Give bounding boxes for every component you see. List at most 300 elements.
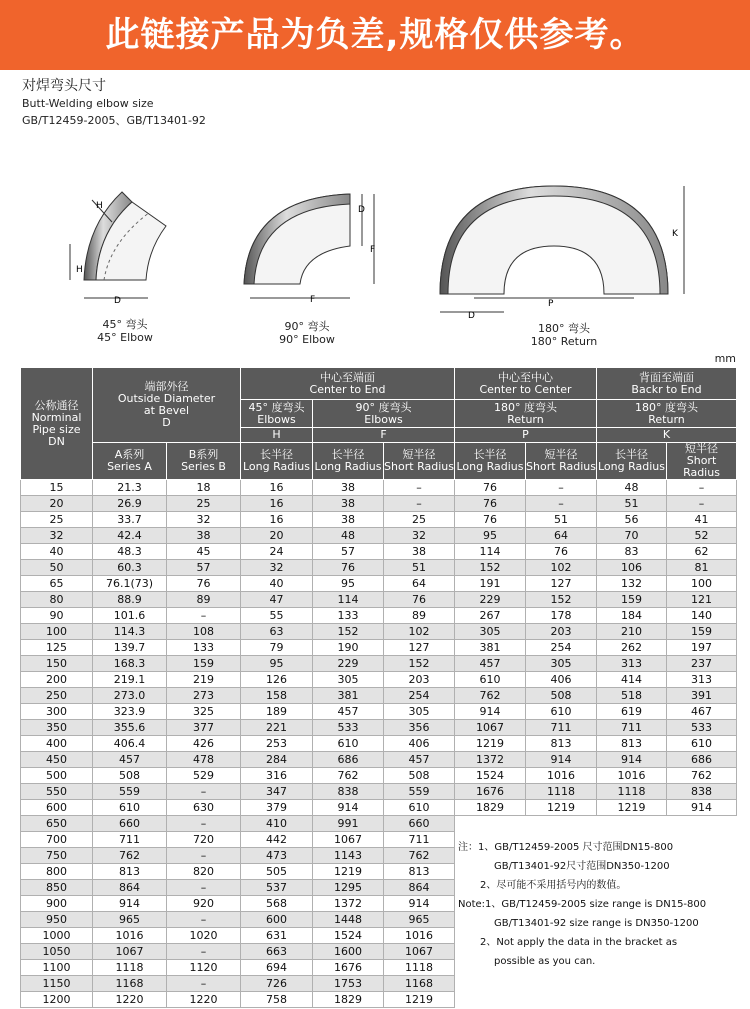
table-cell: 108 xyxy=(167,624,241,640)
table-cell: 1295 xyxy=(313,880,384,896)
table-cell: 1067 xyxy=(313,832,384,848)
table-cell: 533 xyxy=(667,720,737,736)
table-cell: 660 xyxy=(93,816,167,832)
table-cell: 62 xyxy=(667,544,737,560)
table-cell: 41 xyxy=(667,512,737,528)
table-cell: 1524 xyxy=(313,928,384,944)
table-cell: 16 xyxy=(241,512,313,528)
table-row xyxy=(21,592,737,608)
table-cell: 1600 xyxy=(313,944,384,960)
table-cell: 1067 xyxy=(93,944,167,960)
table-cell: 101.6 xyxy=(93,608,167,624)
table-cell: 168.3 xyxy=(93,656,167,672)
table-cell: 1150 xyxy=(21,976,93,992)
table-cell: 210 xyxy=(597,624,667,640)
table-cell: 229 xyxy=(455,592,526,608)
table-cell: 1050 xyxy=(21,944,93,960)
table-cell: 305 xyxy=(313,672,384,688)
table-cell: 127 xyxy=(526,576,597,592)
table-cell: 127 xyxy=(384,640,455,656)
table-cell: 473 xyxy=(241,848,313,864)
header-90: 90° 度弯头 Elbows xyxy=(313,400,455,428)
table-cell: 991 xyxy=(313,816,384,832)
table-cell: 619 xyxy=(597,704,667,720)
table-cell: 139.7 xyxy=(93,640,167,656)
table-cell: 377 xyxy=(167,720,241,736)
table-cell: 1118 xyxy=(526,784,597,800)
table-cell: 51 xyxy=(526,512,597,528)
table-cell: 76 xyxy=(167,576,241,592)
table-cell: 457 xyxy=(93,752,167,768)
note-line: Note:1、GB/T12459-2005 size range is DN15-800 xyxy=(458,899,707,910)
table-cell: 316 xyxy=(241,768,313,784)
table-cell: 89 xyxy=(384,608,455,624)
table-cell: 1016 xyxy=(93,928,167,944)
table-cell: – xyxy=(167,976,241,992)
table-cell: 610 xyxy=(93,800,167,816)
table-cell: 813 xyxy=(93,864,167,880)
dim-p-180: P xyxy=(548,299,554,309)
table-cell: 273.0 xyxy=(93,688,167,704)
table-cell: 559 xyxy=(384,784,455,800)
table-cell: 457 xyxy=(384,752,455,768)
table-cell: 88.9 xyxy=(93,592,167,608)
caption-90-cn: 90° 弯头 xyxy=(284,320,330,333)
table-cell: 1219 xyxy=(384,992,455,1008)
table-cell: 391 xyxy=(667,688,737,704)
table-row xyxy=(21,656,737,672)
elbow-diagrams xyxy=(0,160,750,360)
table-cell: 1143 xyxy=(313,848,384,864)
table-cell: 950 xyxy=(21,912,93,928)
table-cell: 559 xyxy=(93,784,167,800)
table-cell: 63 xyxy=(241,624,313,640)
table-cell: 610 xyxy=(313,736,384,752)
table-cell: 900 xyxy=(21,896,93,912)
table-cell: 133 xyxy=(167,640,241,656)
table-row xyxy=(21,608,737,624)
table-cell: 81 xyxy=(667,560,737,576)
table-cell: 106 xyxy=(597,560,667,576)
table-row xyxy=(21,736,737,752)
table-cell: 914 xyxy=(597,752,667,768)
table-cell: 529 xyxy=(167,768,241,784)
table-cell: 102 xyxy=(526,560,597,576)
empty-cell xyxy=(455,992,737,1008)
table-cell: 300 xyxy=(21,704,93,720)
table-cell: 305 xyxy=(384,704,455,720)
table-cell: 381 xyxy=(313,688,384,704)
dim-h1-45: H xyxy=(76,265,83,275)
table-cell: 51 xyxy=(597,496,667,512)
elbow-45-drawing xyxy=(70,192,166,298)
table-cell: 610 xyxy=(526,704,597,720)
table-cell: 190 xyxy=(313,640,384,656)
table-cell: 237 xyxy=(667,656,737,672)
table-cell: 89 xyxy=(167,592,241,608)
caption-45 xyxy=(70,318,180,344)
note-line: 注：1、GB/T12459-2005 尺寸范围DN15-800 xyxy=(458,842,674,853)
table-cell: 253 xyxy=(241,736,313,752)
table-cell: 191 xyxy=(455,576,526,592)
table-cell: 1000 xyxy=(21,928,93,944)
table-cell: 414 xyxy=(597,672,667,688)
table-cell: 1219 xyxy=(455,736,526,752)
table-cell: 32 xyxy=(21,528,93,544)
header-od: 端部外径 Outside Diameter at Bevel D xyxy=(93,368,241,443)
table-cell: 720 xyxy=(167,832,241,848)
table-cell: 711 xyxy=(93,832,167,848)
table-cell: 1118 xyxy=(597,784,667,800)
table-cell: 600 xyxy=(21,800,93,816)
note-line: 2、尽可能不采用括号内的数值。 xyxy=(480,880,627,891)
table-cell: 920 xyxy=(167,896,241,912)
subheader-cell: 短半径 Short Radius xyxy=(667,443,737,480)
table-cell: 313 xyxy=(597,656,667,672)
table-cell: 273 xyxy=(167,688,241,704)
table-cell: 406 xyxy=(526,672,597,688)
table-cell: 914 xyxy=(455,704,526,720)
table-cell: 610 xyxy=(455,672,526,688)
table-cell: 100 xyxy=(667,576,737,592)
table-cell: 158 xyxy=(241,688,313,704)
table-row xyxy=(21,976,737,992)
table-cell: 262 xyxy=(597,640,667,656)
table-row xyxy=(21,528,737,544)
table-cell: 914 xyxy=(313,800,384,816)
table-cell: 505 xyxy=(241,864,313,880)
table-cell: 711 xyxy=(526,720,597,736)
dim-d-90: D xyxy=(358,205,365,215)
subheader-cell: A系列 Series A xyxy=(93,443,167,480)
heading-cn: 对焊弯头尺寸 xyxy=(22,78,106,94)
table-cell: 250 xyxy=(21,688,93,704)
header-center-center: 中心至中心 Center to Center xyxy=(455,368,597,400)
table-cell: 550 xyxy=(21,784,93,800)
table-cell: 508 xyxy=(93,768,167,784)
table-cell: 126 xyxy=(241,672,313,688)
table-cell: 38 xyxy=(313,496,384,512)
table-cell: 1168 xyxy=(384,976,455,992)
table-cell: 711 xyxy=(597,720,667,736)
table-cell: 457 xyxy=(313,704,384,720)
table-cell: 914 xyxy=(384,896,455,912)
empty-cell xyxy=(455,816,737,832)
table-cell: 381 xyxy=(455,640,526,656)
table-cell: 178 xyxy=(526,608,597,624)
table-cell: 813 xyxy=(597,736,667,752)
table-cell: 313 xyxy=(667,672,737,688)
table-cell: 323.9 xyxy=(93,704,167,720)
table-cell: 76 xyxy=(455,480,526,496)
table-cell: 533 xyxy=(313,720,384,736)
table-cell: 1829 xyxy=(455,800,526,816)
table-cell: 18 xyxy=(167,480,241,496)
table-cell: 694 xyxy=(241,960,313,976)
symbol-p: P xyxy=(455,428,597,443)
table-cell: 758 xyxy=(241,992,313,1008)
table-cell: 26.9 xyxy=(93,496,167,512)
table-cell: 600 xyxy=(241,912,313,928)
table-cell: 48 xyxy=(597,480,667,496)
table-cell: 813 xyxy=(384,864,455,880)
table-cell: 100 xyxy=(21,624,93,640)
header-45: 45° 度弯头 Elbows xyxy=(241,400,313,428)
table-cell: 70 xyxy=(597,528,667,544)
table-cell: – xyxy=(384,480,455,496)
table-cell: 40 xyxy=(241,576,313,592)
table-cell: 76 xyxy=(455,512,526,528)
table-cell: 95 xyxy=(241,656,313,672)
subheader-cell: 长半径 Long Radius xyxy=(597,443,667,480)
table-cell: 114.3 xyxy=(93,624,167,640)
table-cell: 426 xyxy=(167,736,241,752)
table-cell: 76 xyxy=(384,592,455,608)
caption-180-cn: 180° 弯头 xyxy=(538,322,590,335)
table-cell: 663 xyxy=(241,944,313,960)
symbol-f: F xyxy=(313,428,455,443)
table-cell: 25 xyxy=(384,512,455,528)
caption-180 xyxy=(504,322,624,348)
table-cell: 42.4 xyxy=(93,528,167,544)
table-cell: 610 xyxy=(667,736,737,752)
table-cell: 1372 xyxy=(313,896,384,912)
table-cell: 610 xyxy=(384,800,455,816)
table-cell: 813 xyxy=(526,736,597,752)
table-cell: 48 xyxy=(313,528,384,544)
dim-f2-90: F xyxy=(310,295,316,305)
table-cell: 838 xyxy=(667,784,737,800)
table-row xyxy=(21,992,737,1008)
table-cell: 21.3 xyxy=(93,480,167,496)
table-cell: 38 xyxy=(384,544,455,560)
caption-45-en: 45° Elbow xyxy=(97,331,153,344)
table-cell: 47 xyxy=(241,592,313,608)
table-cell: 518 xyxy=(597,688,667,704)
table-cell: 1016 xyxy=(597,768,667,784)
table-cell: 267 xyxy=(455,608,526,624)
table-cell: 254 xyxy=(526,640,597,656)
note-line: GB/T13401-92 size range is DN350-1200 xyxy=(494,918,699,929)
table-row xyxy=(21,480,737,496)
table-cell: 95 xyxy=(313,576,384,592)
table-row xyxy=(21,544,737,560)
table-cell: 630 xyxy=(167,800,241,816)
table-cell: 762 xyxy=(313,768,384,784)
table-row xyxy=(21,768,737,784)
dim-h2-45: H xyxy=(96,201,103,211)
table-cell: 726 xyxy=(241,976,313,992)
table-cell: 55 xyxy=(241,608,313,624)
table-cell: 750 xyxy=(21,848,93,864)
table-cell: 159 xyxy=(597,592,667,608)
table-cell: 16 xyxy=(241,480,313,496)
table-cell: 1120 xyxy=(167,960,241,976)
table-cell: 83 xyxy=(597,544,667,560)
table-cell: 32 xyxy=(384,528,455,544)
table-cell: 152 xyxy=(455,560,526,576)
table-cell: 65 xyxy=(21,576,93,592)
table-cell: 219 xyxy=(167,672,241,688)
table-cell: 114 xyxy=(313,592,384,608)
table-cell: 20 xyxy=(21,496,93,512)
table-cell: 1067 xyxy=(455,720,526,736)
subheader-cell: B系列 Series B xyxy=(167,443,241,480)
table-cell: 820 xyxy=(167,864,241,880)
table-cell: 1448 xyxy=(313,912,384,928)
table-cell: 152 xyxy=(313,624,384,640)
table-cell: 1016 xyxy=(384,928,455,944)
table-cell: 57 xyxy=(167,560,241,576)
table-cell: 50 xyxy=(21,560,93,576)
table-row xyxy=(21,784,737,800)
symbol-h: H xyxy=(241,428,313,443)
table-cell: – xyxy=(526,480,597,496)
table-cell: 140 xyxy=(667,608,737,624)
table-cell: 20 xyxy=(241,528,313,544)
table-cell: – xyxy=(167,944,241,960)
table-cell: 1118 xyxy=(384,960,455,976)
table-cell: 478 xyxy=(167,752,241,768)
table-cell: 406 xyxy=(384,736,455,752)
notes xyxy=(458,838,738,971)
table-cell: 52 xyxy=(667,528,737,544)
table-cell: – xyxy=(167,848,241,864)
table-cell: 850 xyxy=(21,880,93,896)
table-row xyxy=(21,672,737,688)
table-cell: 1220 xyxy=(93,992,167,1008)
table-cell: 325 xyxy=(167,704,241,720)
table-cell: 838 xyxy=(313,784,384,800)
table-cell: 1219 xyxy=(597,800,667,816)
heading xyxy=(22,78,206,129)
table-cell: 229 xyxy=(313,656,384,672)
table-cell: 965 xyxy=(93,912,167,928)
table-cell: 914 xyxy=(667,800,737,816)
note-line: possible as you can. xyxy=(494,956,596,967)
subheader-cell: 短半径 Short Radius xyxy=(384,443,455,480)
table-cell: 184 xyxy=(597,608,667,624)
table-cell: 24 xyxy=(241,544,313,560)
caption-45-cn: 45° 弯头 xyxy=(102,318,148,331)
table-cell: – xyxy=(667,496,737,512)
table-cell: 356 xyxy=(384,720,455,736)
table-cell: 221 xyxy=(241,720,313,736)
table-cell: 537 xyxy=(241,880,313,896)
dim-d-180: D xyxy=(468,311,475,321)
table-cell: 355.6 xyxy=(93,720,167,736)
table-cell: – xyxy=(167,912,241,928)
heading-en: Butt-Welding elbow size xyxy=(22,97,154,110)
table-cell: 508 xyxy=(384,768,455,784)
table-cell: 700 xyxy=(21,832,93,848)
table-cell: 711 xyxy=(384,832,455,848)
table-cell: 132 xyxy=(597,576,667,592)
table-cell: 33.7 xyxy=(93,512,167,528)
table-cell: 410 xyxy=(241,816,313,832)
table-cell: – xyxy=(167,608,241,624)
table-cell: 406.4 xyxy=(93,736,167,752)
caption-90-en: 90° Elbow xyxy=(279,333,335,346)
table-cell: 660 xyxy=(384,816,455,832)
table-cell: 95 xyxy=(455,528,526,544)
table-cell: 80 xyxy=(21,592,93,608)
header-center-end: 中心至端面 Center to End xyxy=(241,368,455,400)
table-cell: 60.3 xyxy=(93,560,167,576)
caption-90 xyxy=(252,320,362,346)
subheader-cell: 短半径 Short Radius xyxy=(526,443,597,480)
table-cell: 457 xyxy=(455,656,526,672)
table-cell: 508 xyxy=(526,688,597,704)
table-cell: 1020 xyxy=(167,928,241,944)
table-cell: 762 xyxy=(384,848,455,864)
table-cell: 159 xyxy=(167,656,241,672)
table-cell: 467 xyxy=(667,704,737,720)
table-cell: 200 xyxy=(21,672,93,688)
table-cell: 203 xyxy=(526,624,597,640)
table-cell: 500 xyxy=(21,768,93,784)
table-cell: 1067 xyxy=(384,944,455,960)
table-cell: 800 xyxy=(21,864,93,880)
table-cell: 914 xyxy=(526,752,597,768)
header-180-cc: 180° 度弯头 Return xyxy=(455,400,597,428)
table-cell: 864 xyxy=(93,880,167,896)
table-cell: 64 xyxy=(384,576,455,592)
table-cell: 38 xyxy=(313,512,384,528)
table-cell: 40 xyxy=(21,544,93,560)
table-row xyxy=(21,560,737,576)
table-row xyxy=(21,752,737,768)
table-cell: 1372 xyxy=(455,752,526,768)
table-cell: 379 xyxy=(241,800,313,816)
table-cell: 25 xyxy=(167,496,241,512)
table-cell: – xyxy=(384,496,455,512)
table-cell: 51 xyxy=(384,560,455,576)
table-cell: 965 xyxy=(384,912,455,928)
table-cell: 1220 xyxy=(167,992,241,1008)
symbol-k: K xyxy=(597,428,737,443)
table-cell: – xyxy=(167,784,241,800)
table-row xyxy=(21,816,737,832)
table-cell: 25 xyxy=(21,512,93,528)
table-cell: 76 xyxy=(526,544,597,560)
empty-cell xyxy=(455,976,737,992)
table-cell: 1676 xyxy=(313,960,384,976)
table-cell: 1524 xyxy=(455,768,526,784)
header-back-end: 背面至端面 Backr to End xyxy=(597,368,737,400)
table-cell: 79 xyxy=(241,640,313,656)
table-cell: 1118 xyxy=(93,960,167,976)
table-row xyxy=(21,720,737,736)
table-row xyxy=(21,496,737,512)
table-cell: 914 xyxy=(93,896,167,912)
table-cell: 125 xyxy=(21,640,93,656)
subheader-cell: 长半径 Long Radius xyxy=(455,443,526,480)
table-cell: 686 xyxy=(667,752,737,768)
table-cell: 133 xyxy=(313,608,384,624)
header-dn: 公称通径 Norminal Pipe size DN xyxy=(21,368,93,480)
table-cell: 76 xyxy=(313,560,384,576)
table-row xyxy=(21,640,737,656)
table-cell: 57 xyxy=(313,544,384,560)
table-cell: 762 xyxy=(455,688,526,704)
unit-label: mm xyxy=(714,352,736,365)
table-cell: 284 xyxy=(241,752,313,768)
heading-standard: GB/T12459-2005、GB/T13401-92 xyxy=(22,114,206,127)
table-cell: – xyxy=(526,496,597,512)
dim-k-180: K xyxy=(672,229,678,239)
table-cell: – xyxy=(667,480,737,496)
